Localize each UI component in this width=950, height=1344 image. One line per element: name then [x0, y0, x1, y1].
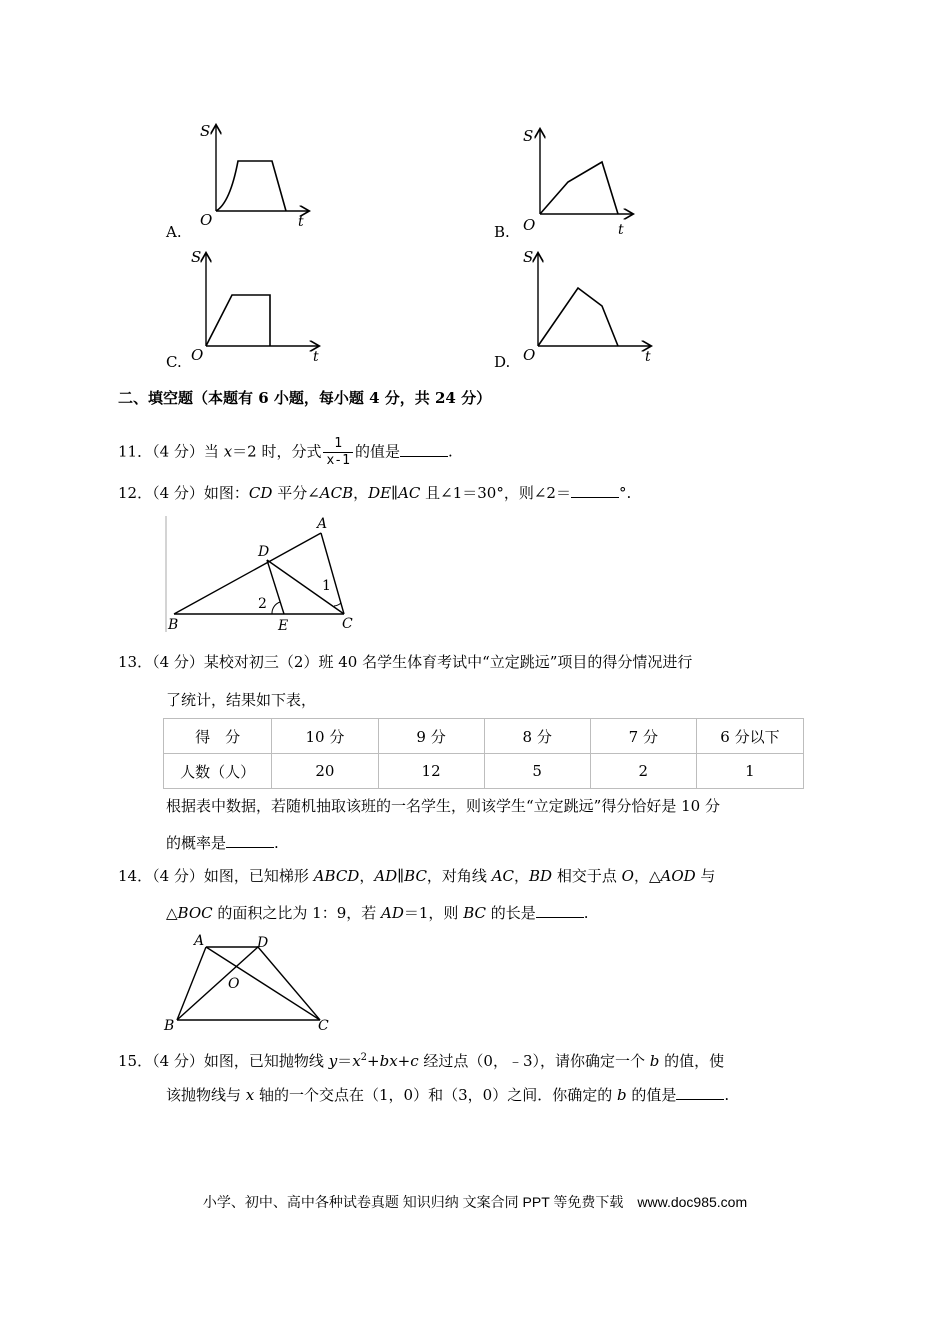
variable: x	[352, 1052, 361, 1070]
table-header-cell: 6 分以下	[696, 719, 803, 754]
question-points: （4 分）	[152, 867, 204, 885]
text: ，	[359, 867, 375, 885]
question-points: （4 分）	[152, 484, 204, 502]
question-14-line2	[166, 903, 589, 923]
term: bx	[379, 1052, 398, 1070]
question-11	[118, 436, 453, 469]
question-13-line3: 根据表中数据，若随机抽取该班的一名学生，则该学生“立定跳远”得分恰好是 10 分	[166, 797, 720, 815]
question-number: 15．	[118, 1052, 153, 1070]
table-header-cell: 得 分	[164, 719, 272, 754]
question-number: 11．	[118, 442, 153, 461]
text: .	[274, 834, 279, 852]
s-label: S	[200, 122, 211, 140]
answer-blank[interactable]	[536, 917, 584, 918]
option-c-label: C.	[166, 353, 182, 371]
text: .	[583, 904, 589, 922]
text: ＝	[337, 1052, 353, 1070]
table-cell: 20	[272, 754, 378, 789]
question-13-line2: 了统计，结果如下表，	[166, 691, 317, 709]
text: ，	[353, 484, 369, 502]
point-o-label: O	[228, 976, 240, 992]
option-a-graph	[190, 118, 320, 233]
text: ＝1，则	[403, 904, 464, 922]
t-label: t	[313, 349, 319, 364]
segment: BC	[404, 867, 427, 885]
option-c-graph	[186, 246, 336, 364]
question-15-line2	[166, 1085, 729, 1105]
table-row	[164, 754, 804, 789]
origin-label: O	[191, 346, 204, 364]
origin-label: O	[523, 216, 536, 234]
exponent: 2	[360, 1052, 368, 1063]
segment-ac	[206, 947, 320, 1020]
point-a-label: A	[317, 516, 328, 532]
text: 的面积之比为 1：9，若	[212, 904, 382, 922]
point-e-label: E	[278, 618, 289, 634]
fraction-numerator: 1	[323, 436, 352, 453]
text: °.	[618, 484, 632, 502]
segment: AD	[381, 904, 404, 922]
point-b-label: B	[168, 617, 179, 633]
variable: c	[410, 1052, 419, 1070]
segment: BC	[463, 904, 486, 922]
table-header-cell: 9 分	[378, 719, 484, 754]
table-cell: 1	[696, 754, 803, 789]
text: 的长是	[485, 904, 536, 922]
question-points: （4 分）	[152, 653, 204, 671]
s-label: S	[191, 248, 202, 266]
text: 相交于点	[552, 867, 622, 885]
table-cell: 5	[484, 754, 590, 789]
text: 且∠1＝30°，则∠2＝	[420, 484, 571, 502]
table-cell: 2	[590, 754, 696, 789]
text: 与	[695, 867, 716, 885]
variable: b	[649, 1052, 660, 1070]
segment-de	[267, 560, 284, 614]
option-d-graph	[518, 246, 668, 364]
score-table	[163, 718, 804, 789]
text: 如图，已知梯形	[203, 867, 314, 885]
option-d-label: D.	[494, 353, 511, 371]
text: 某校对初三（2）班 40 名学生体育考试中“立定跳远”项目的得分情况进行	[203, 653, 693, 671]
table-cell: 人数（人）	[164, 754, 272, 789]
segment: AC	[398, 484, 421, 502]
text: 的概率是	[166, 834, 227, 852]
segment-bd	[177, 947, 258, 1020]
triangle: BOC	[177, 904, 213, 922]
figure-name: ABCD	[313, 867, 360, 885]
q12-figure	[164, 514, 364, 636]
question-15	[118, 1048, 724, 1071]
table-header-row	[164, 719, 804, 754]
variable: y	[328, 1052, 338, 1070]
graph-line	[216, 161, 286, 211]
table-header-cell: 7 分	[590, 719, 696, 754]
question-14	[118, 866, 715, 886]
text: 平分∠	[272, 484, 320, 502]
graph-line	[540, 162, 618, 214]
segment: CD	[248, 484, 273, 502]
fraction-denominator: x-1	[326, 453, 350, 468]
graph-line	[206, 295, 270, 346]
text: 轴的一个交点在（1，0）和（3，0）之间．你确定的	[254, 1086, 617, 1104]
triangle: AOD	[660, 867, 696, 885]
t-label: t	[298, 214, 304, 230]
segment-dc	[258, 947, 320, 1020]
text: ＝2 时，分式	[232, 442, 322, 461]
text: +	[367, 1052, 380, 1070]
text: 如图：	[203, 484, 249, 502]
fraction	[323, 436, 352, 469]
option-a-label: A.	[166, 223, 182, 241]
text: 如图，已知抛物线	[203, 1052, 329, 1070]
point-d-label: D	[258, 544, 270, 560]
text: .	[724, 1086, 730, 1104]
answer-blank[interactable]	[226, 847, 274, 848]
question-number: 14．	[118, 867, 153, 885]
text: +	[397, 1052, 411, 1070]
t-label: t	[645, 349, 651, 364]
question-13-line4	[166, 833, 279, 853]
text: ，△	[633, 867, 661, 885]
point-a-label: A	[194, 933, 205, 949]
point-d-label: D	[257, 935, 269, 951]
question-number: 12．	[118, 484, 153, 502]
question-points: （4 分）	[152, 1052, 204, 1070]
text: ∥	[397, 867, 405, 885]
q14-figure	[162, 930, 342, 1034]
question-number: 13．	[118, 653, 153, 671]
question-12	[118, 483, 631, 503]
origin-label: O	[523, 346, 536, 364]
answer-blank[interactable]	[400, 456, 448, 457]
question-13	[118, 652, 692, 672]
angle-2-arc	[272, 602, 280, 614]
segment-dc	[267, 560, 344, 614]
text: 的值，使	[659, 1052, 725, 1070]
text: 该抛物线与	[166, 1086, 246, 1104]
page-footer[interactable]: 小学、初中、高中各种试卷真题 知识归纳 文案合同 PPT 等免费下载 www.doc985.com	[202, 1194, 748, 1210]
text: .	[447, 442, 453, 461]
variable: x	[245, 1086, 255, 1104]
text: 的值是	[626, 1086, 677, 1104]
segment-ba	[174, 533, 321, 614]
angle-2-label: 2	[258, 596, 267, 612]
point-c-label: C	[342, 616, 353, 632]
segment: DE	[368, 484, 392, 502]
option-b-label: B.	[494, 223, 510, 241]
section-heading: 二、填空题（本题有 6 小题，每小题 4 分，共 24 分）	[118, 389, 492, 407]
table-cell: 12	[378, 754, 484, 789]
segment-ac	[321, 533, 344, 614]
segment: AC	[491, 867, 515, 885]
table-header-cell: 10 分	[272, 719, 378, 754]
variable: x	[223, 442, 233, 461]
text: 当	[203, 442, 224, 461]
s-label: S	[523, 127, 534, 145]
angle-1-label: 1	[322, 578, 331, 594]
text: 的值是	[354, 442, 400, 461]
variable: b	[616, 1086, 627, 1104]
angle: ACB	[319, 484, 354, 502]
point-b-label: B	[164, 1018, 175, 1034]
point-c-label: C	[318, 1018, 329, 1034]
point: O	[621, 867, 634, 885]
segment: BD	[529, 867, 553, 885]
table-header-cell: 8 分	[484, 719, 590, 754]
text: ，	[514, 867, 530, 885]
answer-blank[interactable]	[676, 1099, 724, 1100]
angle-1-arc	[334, 603, 341, 606]
text: ，对角线	[426, 867, 492, 885]
origin-label: O	[200, 211, 213, 229]
graph-line	[538, 288, 618, 346]
question-points: （4 分）	[152, 442, 204, 461]
segment-ab	[177, 947, 206, 1020]
segment: AD	[374, 867, 398, 885]
text: ∥	[391, 484, 399, 502]
text: 经过点（0，﹣3），请你确定一个	[418, 1052, 650, 1070]
answer-blank[interactable]	[571, 497, 619, 498]
option-b-graph	[518, 122, 648, 237]
t-label: t	[618, 222, 624, 237]
s-label: S	[523, 248, 534, 266]
text: △	[166, 904, 178, 922]
